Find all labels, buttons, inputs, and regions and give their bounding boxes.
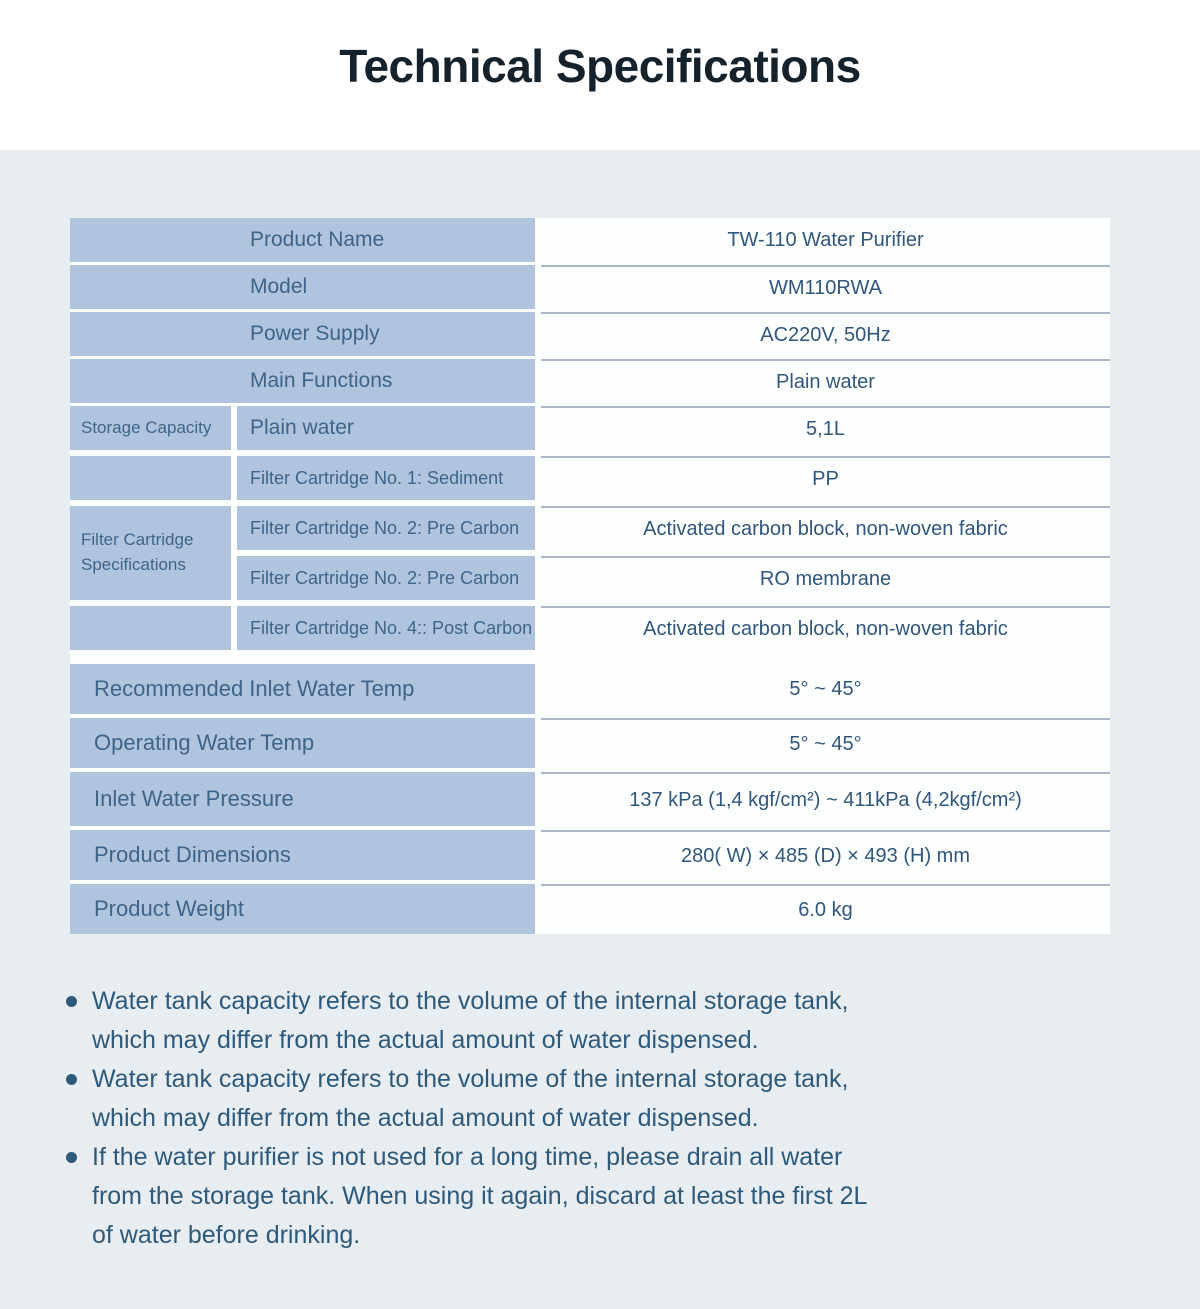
bullet-icon xyxy=(66,996,77,1007)
row-value-operating-water-temp: 5° ~ 45° xyxy=(541,718,1110,768)
row-value-product-weight: 6.0 kg xyxy=(541,884,1110,934)
row-label-product-dimensions: Product Dimensions xyxy=(70,830,535,880)
row-label-filter-4-post-carbon: Filter Cartridge No. 4:: Post Carbon xyxy=(237,606,535,650)
row-value-filter-4-post-carbon: Activated carbon block, non-woven fabric xyxy=(541,606,1110,650)
row-label-model: Model xyxy=(70,265,535,309)
row-label-inlet-water-pressure: Inlet Water Pressure xyxy=(70,772,535,826)
group-cell-empty xyxy=(70,606,231,650)
note-item xyxy=(64,982,1140,1060)
specs-section xyxy=(0,150,1200,1309)
note-item xyxy=(64,1060,1140,1138)
row-label-operating-water-temp: Operating Water Temp xyxy=(70,718,535,768)
row-value-product-name: TW-110 Water Purifier xyxy=(727,228,924,251)
row-label-recommended-inlet-water-temp: Recommended Inlet Water Temp xyxy=(70,664,535,714)
row-value-inlet-water-pressure: 137 kPa (1,4 kgf/cm²) ~ 411kPa (4,2kgf/cm²) xyxy=(541,772,1110,826)
row-label-filter-3-ro: Filter Cartridge No. 2: Pre Carbon xyxy=(237,556,535,600)
bullet-icon xyxy=(66,1152,77,1163)
note-line: Water tank capacity refers to the volume of the internal storage tank, xyxy=(92,987,849,1015)
row-value-recommended-inlet-water-temp: 5° ~ 45° xyxy=(789,677,862,700)
row-label-filter-1-sediment: Filter Cartridge No. 1: Sediment xyxy=(237,456,535,500)
note-line: which may differ from the actual amount of water dispensed. xyxy=(92,1026,759,1054)
note-line: If the water purifier is not used for a long time, please drain all water xyxy=(92,1143,843,1171)
spec-table xyxy=(70,218,1110,934)
group-cell-storage-capacity: Storage Capacity xyxy=(70,406,231,450)
note-item xyxy=(64,1138,1140,1255)
row-value-filter-2-pre-carbon: Activated carbon block, non-woven fabric xyxy=(541,506,1110,550)
row-value-product-dimensions: 280( W) × 485 (D) × 493 (H) mm xyxy=(541,830,1110,880)
row-label-main-functions: Main Functions xyxy=(70,359,535,403)
row-value-power-supply: AC220V, 50Hz xyxy=(541,312,1110,356)
row-label-filter-2-pre-carbon: Filter Cartridge No. 2: Pre Carbon xyxy=(237,506,535,550)
row-value-filter-1-sediment: PP xyxy=(541,456,1110,500)
notes-list xyxy=(64,982,1140,1255)
row-value-plain-water: 5,1L xyxy=(541,406,1110,450)
page-header xyxy=(0,0,1200,150)
note-line: from the storage tank. When using it again, discard at least the first 2L xyxy=(92,1182,868,1210)
row-label-product-weight: Product Weight xyxy=(70,884,535,934)
row-label-product-name: Product Name xyxy=(70,218,535,262)
bullet-icon xyxy=(66,1074,77,1085)
note-line: of water before drinking. xyxy=(92,1221,361,1249)
note-line: which may differ from the actual amount of water dispensed. xyxy=(92,1104,759,1132)
row-value-main-functions: Plain water xyxy=(541,359,1110,403)
row-value-filter-3-ro: RO membrane xyxy=(541,556,1110,600)
page-title: Technical Specifications xyxy=(339,40,861,92)
row-label-power-supply: Power Supply xyxy=(70,312,535,356)
row-value-model: WM110RWA xyxy=(541,265,1110,309)
group-cell-empty xyxy=(70,456,231,500)
note-line: Water tank capacity refers to the volume of the internal storage tank, xyxy=(92,1065,849,1093)
group-cell-filter-cartridge-specifications: Filter Cartridge Specifications xyxy=(70,506,231,600)
row-label-plain-water: Plain water xyxy=(237,406,535,450)
